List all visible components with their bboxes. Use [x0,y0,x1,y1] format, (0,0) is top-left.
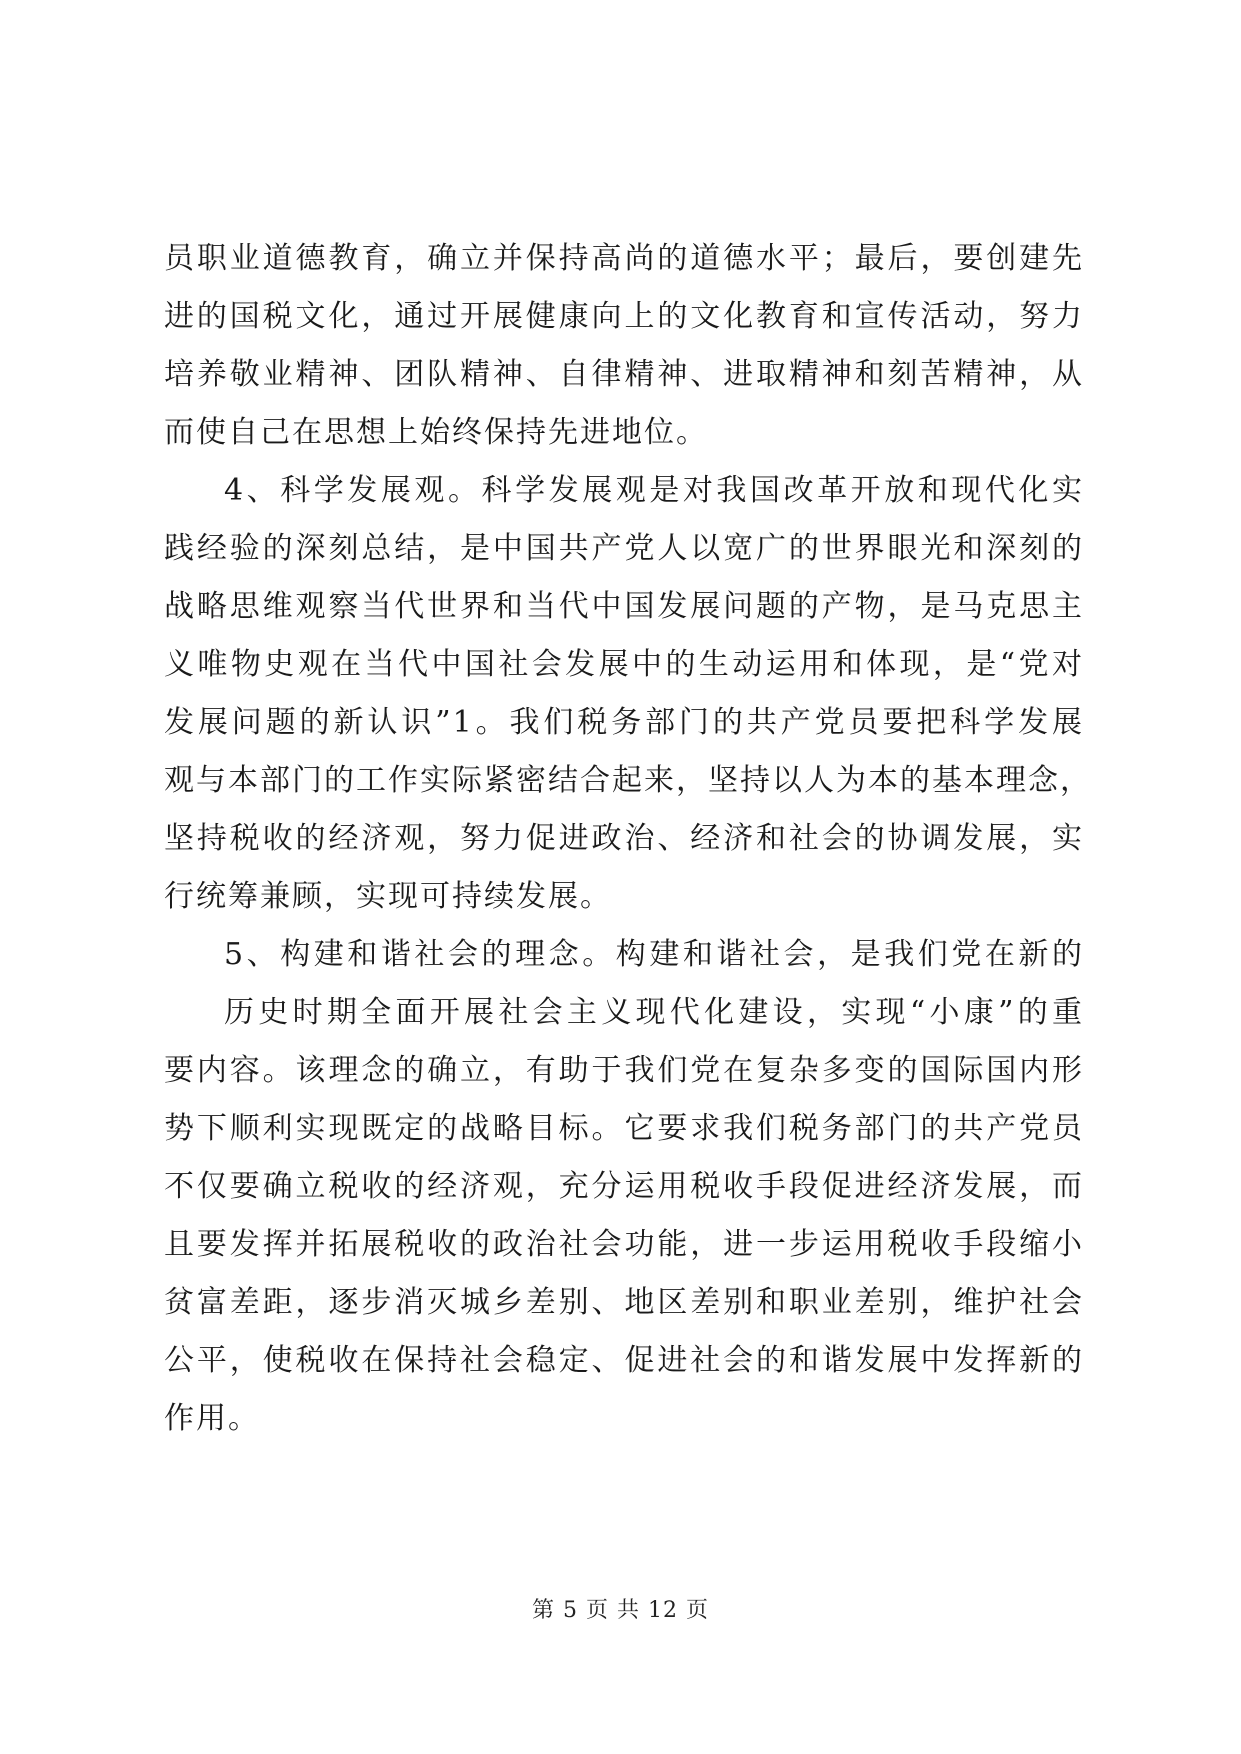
text-line: 义唯物史观在当代中国社会发展中的生动运用和体现，是“党对 [164,647,1084,682]
text-line: 不仅要确立税收的经济观，充分运用税收手段促进经济发展，而 [164,1169,1084,1204]
text-line: 历史时期全面开展社会主义现代化建设，实现“小康”的重 [224,995,1084,1030]
text-line: 4、科学发展观。科学发展观是对我国改革开放和现代化实 [224,473,1084,508]
text-line: 且要发挥并拓展税收的政治社会功能，进一步运用税收手段缩小 [164,1227,1084,1262]
text-line: 贫富差距，逐步消灭城乡差别、地区差别和职业差别，维护社会 [164,1285,1084,1320]
text-line: 行统筹兼顾，实现可持续发展。 [164,879,612,914]
text-line: 要内容。该理念的确立，有助于我们党在复杂多变的国际国内形 [164,1053,1084,1088]
page-number-footer: 第 5 页 共 12 页 [532,1598,709,1623]
text-line: 坚持税收的经济观，努力促进政治、经济和社会的协调发展，实 [164,821,1084,856]
text-line: 5、构建和谐社会的理念。构建和谐社会，是我们党在新的 [224,937,1084,972]
text-line: 势下顺利实现既定的战略目标。它要求我们税务部门的共产党员 [164,1111,1084,1146]
text-line: 公平，使税收在保持社会稳定、促进社会的和谐发展中发挥新的 [164,1343,1084,1378]
text-line: 践经验的深刻总结，是中国共产党人以宽广的世界眼光和深刻的 [164,531,1084,566]
text-line: 员职业道德教育，确立并保持高尚的道德水平；最后，要创建先 [164,241,1084,276]
text-line: 发展问题的新认识”1。我们税务部门的共产党员要把科学发展 [164,705,1084,740]
text-line: 培养敬业精神、团队精神、自律精神、进取精神和刻苦精神，从 [164,357,1084,392]
text-line: 战略思维观察当代世界和当代中国发展问题的产物，是马克思主 [164,589,1084,624]
text-line: 作用。 [164,1401,260,1436]
text-line: 进的国税文化，通过开展健康向上的文化教育和宣传活动，努力 [164,299,1084,334]
body-text [164,230,1092,1448]
text-line: 观与本部门的工作实际紧密结合起来，坚持以人为本的基本理念， [164,763,1092,798]
text-line: 而使自己在思想上始终保持先进地位。 [164,415,708,450]
